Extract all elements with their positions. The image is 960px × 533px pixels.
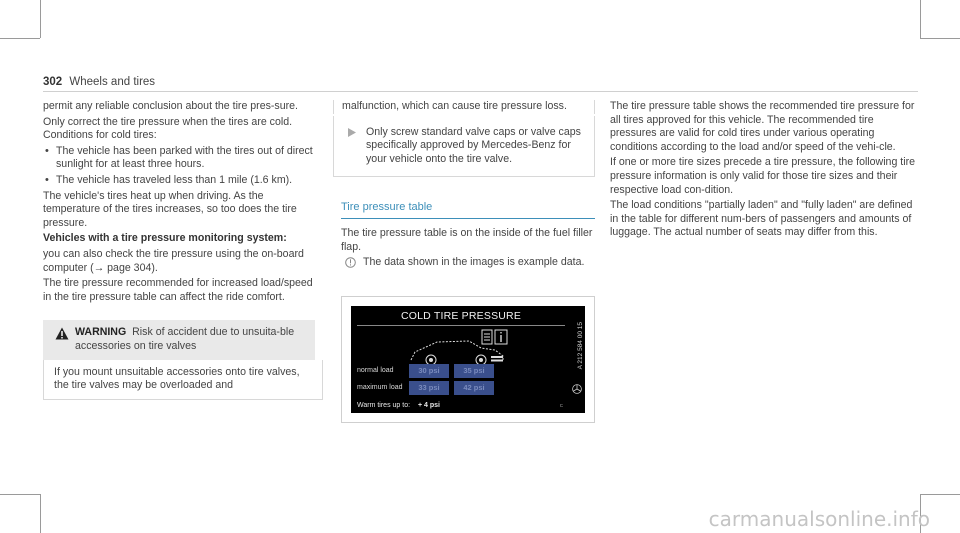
watermark: carmanualsonline.info xyxy=(708,507,930,531)
paragraph: Only correct the tire pressure when the tires are cold. Conditions for cold tires: xyxy=(43,115,293,142)
header-rule xyxy=(43,91,918,92)
crop-mark xyxy=(0,494,40,495)
list-item: • The vehicle has traveled less than 1 mile (1.6 km). xyxy=(43,174,323,188)
warning-body xyxy=(43,360,323,400)
column-left xyxy=(43,100,323,400)
subheading: Vehicles with a tire pressure monitoring system: xyxy=(43,232,287,245)
warning-box xyxy=(43,320,315,359)
column-right xyxy=(610,100,920,242)
paragraph: malfunction, which can cause tire pressure loss. xyxy=(342,100,567,112)
crop-mark xyxy=(40,494,41,533)
paragraph: permit any reliable conclusion about the tire pres-sure. xyxy=(43,100,298,112)
crop-mark xyxy=(920,0,921,38)
pressure-value-tile: 30 psi xyxy=(409,364,449,378)
figure-title: COLD TIRE PRESSURE xyxy=(400,310,522,322)
tire-pressure-label-image xyxy=(351,306,585,413)
crop-mark xyxy=(920,38,960,39)
crop-mark xyxy=(0,38,40,39)
figure-divider xyxy=(357,325,565,326)
crop-mark xyxy=(920,494,960,495)
paragraph: you can also check the tire pressure using the on-board computer (→ page 304). xyxy=(43,247,304,274)
warning-title: WARNING xyxy=(75,326,127,339)
pressure-value-tile: 33 psi xyxy=(409,381,449,395)
instruction-step xyxy=(333,116,595,178)
paragraph: The tire pressure recommended for increased load/speed in the tire pressure table can affect the ride comfort. xyxy=(43,277,313,303)
step-item xyxy=(344,126,584,167)
warning-text: Risk of accident due to unsuita-ble accessories on tire valves xyxy=(75,326,295,352)
step-arrow-icon xyxy=(348,128,356,137)
figure-code: C xyxy=(559,403,563,408)
pressure-value-tile: 35 psi xyxy=(454,364,494,378)
page-number: 302 xyxy=(43,76,63,88)
column-middle xyxy=(341,100,595,270)
paragraph: If one or more tire sizes precede a tire pressure, the following tire pressure information is only valid for those tire sizes and their respective load con-dition. xyxy=(610,156,916,196)
note-text: The data shown in the images is example data. xyxy=(363,256,585,269)
list-item: • The vehicle has been parked with the tires out of direct sunlight for at least three hours. xyxy=(43,145,323,172)
pressure-value-tile: 42 psi xyxy=(454,381,494,395)
note xyxy=(341,256,595,270)
paragraph: The vehicle's tires heat up when driving. As the temperature of the tires increases, so too does the tire pressure. xyxy=(43,189,297,229)
crop-mark xyxy=(40,0,41,38)
mercedes-star-icon xyxy=(572,384,582,394)
paragraph: The tire pressure table shows the recommended tire pressure for all tires approved for this vehicle. The recommended tire pressures are valid for cold tires under various operating conditions according to the load and/or speed of the vehi-cle. xyxy=(610,100,915,153)
section-name: Wheels and tires xyxy=(69,76,156,88)
warning-heading xyxy=(53,326,307,353)
tire-pressure-figure xyxy=(341,296,595,423)
warning-continuation xyxy=(333,100,595,114)
paragraph: The load conditions "partially laden" and "fully laden" are defined in the table for different num-bers of passengers and amounts of luggage. The actual number of seats may differ from this. xyxy=(610,199,913,239)
warning-triangle-icon xyxy=(55,327,69,340)
warm-label: Warm tires up to: xyxy=(357,402,411,409)
step-text: Only screw standard valve caps or valve caps specifically approved by Mercedes-Benz for your vehicle onto the tire valve. xyxy=(366,125,581,165)
row-label-maximum: maximum load xyxy=(357,384,403,391)
section-title: Tire pressure table xyxy=(341,201,595,219)
part-number: A 212 584 00 15 xyxy=(577,322,584,370)
warm-tires-line xyxy=(357,402,440,409)
paragraph: The tire pressure table is on the inside of the fuel filler flap. xyxy=(341,226,593,253)
warm-value: + 4 psi xyxy=(417,402,440,409)
page-header xyxy=(43,76,155,88)
info-note-icon xyxy=(345,257,356,268)
row-label-normal: normal load xyxy=(357,367,394,374)
paragraph: If you mount unsuitable accessories onto tire valves, the tire valves may be overloaded and xyxy=(54,365,300,392)
